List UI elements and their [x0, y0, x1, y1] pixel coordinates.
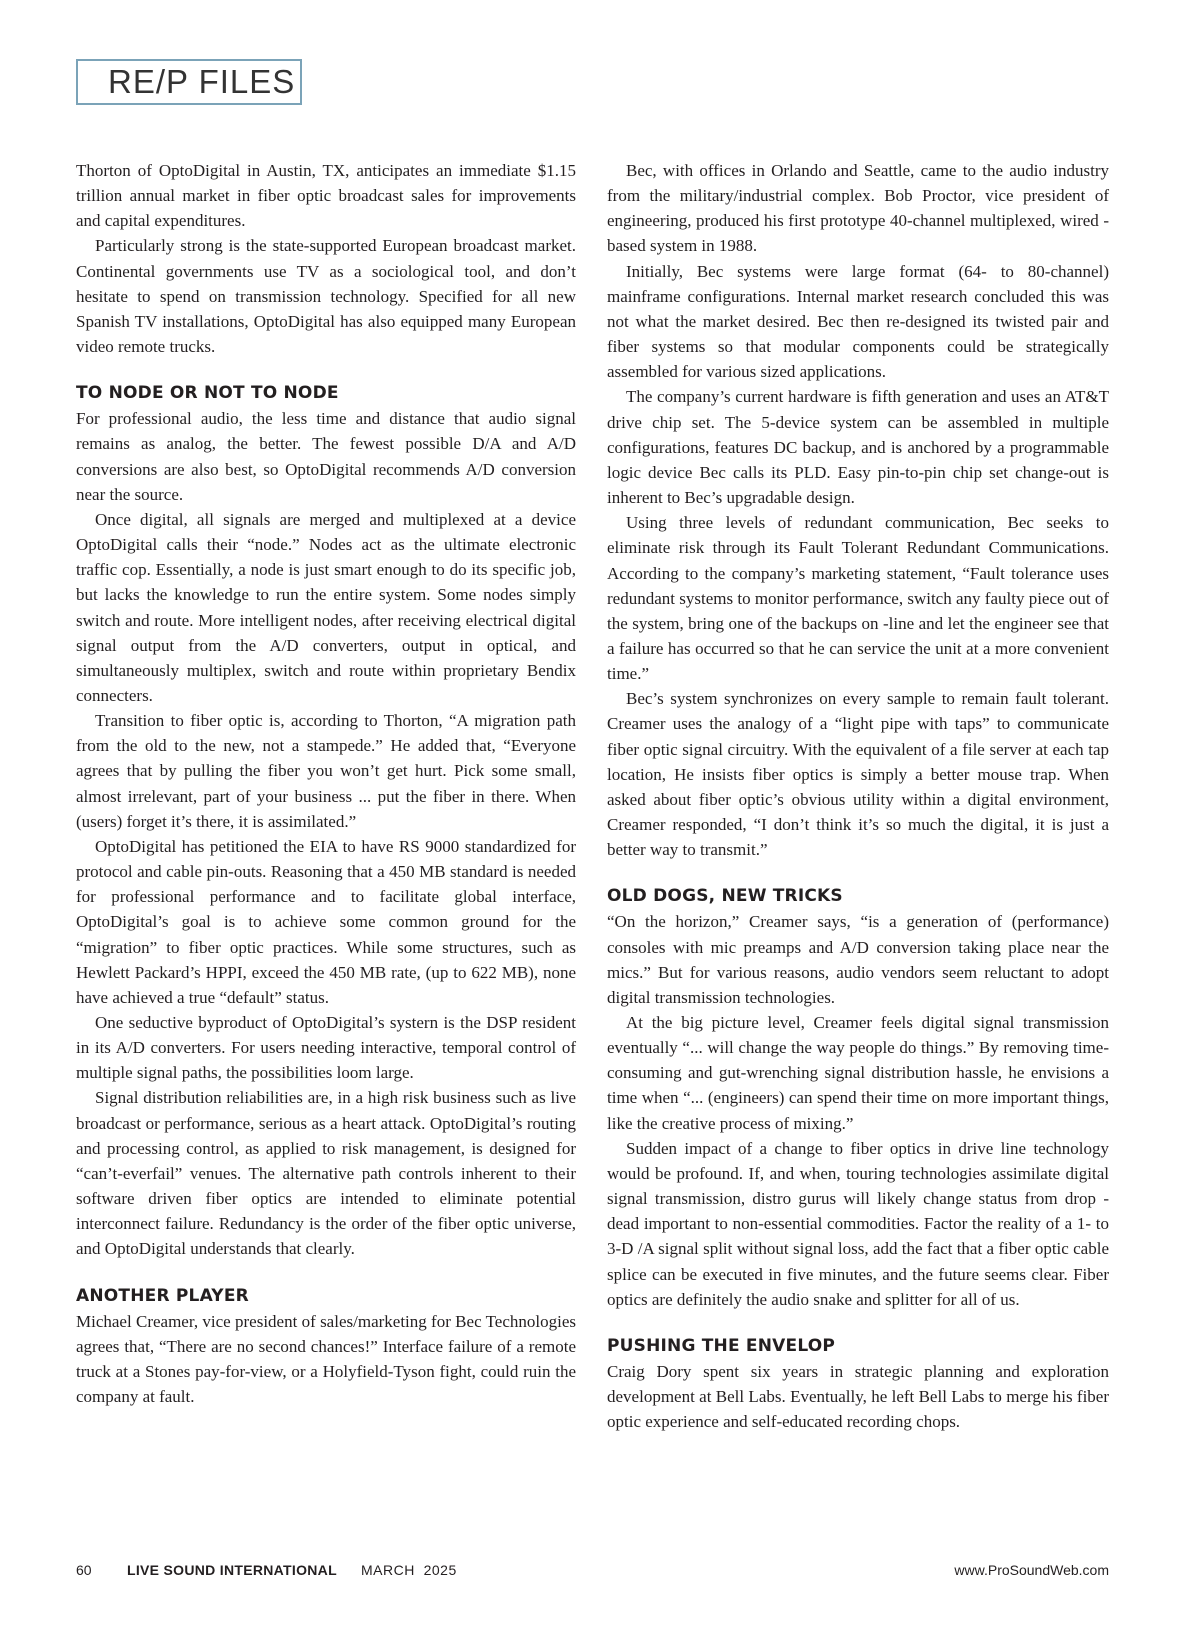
body-paragraph: One seductive byproduct of OptoDigital’s systern is the DSP resident in its A/D converters. For users needing interactive, temporal control of multiple signal paths, the possibilities loom large. — [76, 1013, 576, 1083]
body-paragraph: Transition to fiber optic is, according to Thorton, “A migration path from the old to the new, not a stampede.” He added that, “Everyone agrees that by pulling the fiber you won’t get hurt. Pick some small, almost irrelevant, part of your business ... put the fiber in there. When (users) forget it’s there, it is assimilated.” — [76, 711, 576, 831]
body-paragraph: At the big picture level, Creamer feels digital signal transmission eventually “... will change the way people do things.” By removing time-consuming and gut-wrenching signal distribution hassle, he envisions a time when “... (engineers) can spend their time on more important things, like the creative process of mixing.” — [607, 1013, 1109, 1133]
issue-date: MARCH 2025 — [361, 1562, 457, 1578]
body-paragraph: Particularly strong is the state-supported European broadcast market. Continental governments use TV as a sociological tool, and don’t hesitate to spend on transmission technology. Specified for all new Spanish TV installations, OptoDigital has also equipped many European video remote trucks. — [76, 236, 576, 357]
section-heading: TO NODE OR NOT TO NODE — [76, 383, 339, 404]
right-column — [607, 158, 1109, 1434]
section-heading: PUSHING THE ENVELOP — [607, 1335, 836, 1356]
body-paragraph: Bec’s system synchronizes on every sample to remain fault tolerant. Creamer uses the analogy of a “light pipe with taps” to communicate fiber optic signal circuitry. With the equivalent of a file server at each tap location, He insists fiber optics is simply a better mouse trap. When asked about fiber optic’s obvious utility within a digital environment, Creamer responded, “I don’t think it’s so much the digital, it is just a better way to transmit.” — [607, 689, 1109, 860]
page-footer — [76, 1562, 1109, 1584]
body-paragraph: “On the horizon,” Creamer says, “is a generation of (performance) consoles with mic preamps and A/D conversion taking place near the mics.” But for various reasons, audio vendors seem reluctant to adopt digital transmission technologies. — [607, 912, 1109, 1007]
body-paragraph: Bec, with offices in Orlando and Seattle, came to the audio industry from the military/industrial complex. Bob Proctor, vice president of engineering, produced his first prototype 40-channel multiplexed, wired -based system in 1988. — [607, 161, 1109, 256]
body-paragraph: Craig Dory spent six years in strategic planning and exploration development at Bell Labs. Eventually, he left Bell Labs to merge his fiber optic experience and self-educated recording chops. — [607, 1361, 1109, 1432]
section-tag: RE/P FILES — [76, 59, 302, 105]
body-paragraph: Using three levels of redundant communication, Bec seeks to eliminate risk through its Fault Tolerant Redundant Communications. According to the company’s marketing statement, “Fault tolerance uses redundant systems to monitor performance, switch any faulty piece out of the system, bring one of the backups on -line and let the engineer see that a failure has occurred so that he can service the unit at a more convenient time.” — [607, 513, 1109, 684]
magazine-name: LIVE SOUND INTERNATIONAL — [127, 1562, 337, 1578]
body-paragraph: Sudden impact of a change to fiber optics in drive line technology would be profound. If, and when, touring technologies assimilate digital signal transmission, distro gurus will likely change status from drop -dead important to non-essential commodities. Factor the reality of a 1- to 3-D /A signal split without signal loss, add the fact that a fiber optic cable splice can be executed in five minutes, and the future seems clear. Fiber optics are definitely the audio snake and splitter for all of us. — [607, 1138, 1109, 1309]
section-heading: ANOTHER PLAYER — [76, 1285, 249, 1306]
body-paragraph: OptoDigital has petitioned the EIA to have RS 9000 standardized for protocol and cable pin-outs. Reasoning that a 450 MB standard is needed for professional performance and to facilitate global interface, OptoDigital’s goal is to achieve some common ground for the “migration” to fiber optic practices. While some structures, such as Hewlett Packard’s HPPI, exceed the 450 MB rate, (up to 622 MB), none have achieved a true “default” status. — [76, 836, 576, 1007]
body-paragraph: The company’s current hardware is fifth generation and uses an AT&T drive chip set. The 5-device system can be assembled in multiple configurations, features DC backup, and is anchored by a programmable logic device Bec calls its PLD. Easy pin-to-pin chip set change-out is inherent to Bec’s upgradable design. — [607, 387, 1109, 508]
body-paragraph: Michael Creamer, vice president of sales/marketing for Bec Technologies agrees that, “There are no second chances!” Interface failure of a remote truck at a Stones pay-for-view, or a Holyfield-Tyson fight, could ruin the company at fault. — [76, 1311, 576, 1407]
body-paragraph: Initially, Bec systems were large format (64- to 80-channel) mainframe configurations. Internal market research concluded this was not what the market desired. Bec then re-designed its twisted pair and fiber systems so that modular components could be strategically assembled for various sized applications. — [607, 261, 1109, 382]
left-column — [76, 158, 576, 1409]
body-paragraph: Once digital, all signals are merged and multiplexed at a device OptoDigital calls their “node.” Nodes act as the ultimate electronic traffic cop. Essentially, a node is just smart enough to do its specific job, but lacks the knowledge to run the entire system. Some nodes simply switch and route. More intelligent nodes, after receiving electrical digital signal output from the A/D converters, output in optical, and simultaneously multiplex, switch and route within proprietary Bendix connecters. — [76, 509, 576, 705]
page-number: 60 — [76, 1562, 92, 1578]
section-heading: OLD DOGS, NEW TRICKS — [607, 886, 843, 907]
body-paragraph: Thorton of OptoDigital in Austin, TX, anticipates an immediate $1.15 trillion annual market in fiber optic broadcast sales for improvements and capital expenditures. — [76, 161, 576, 231]
body-paragraph: For professional audio, the less time and distance that audio signal remains as analog, the better. The fewest possible D/A and A/D conversions are also best, so OptoDigital recommends A/D conversion near the source. — [76, 409, 576, 504]
body-paragraph: Signal distribution reliabilities are, in a high risk business such as live broadcast or performance, serious as a heart attack. OptoDigital’s routing and processing control, as applied to risk management, is designed for “can’t-everfail” venues. The alternative path controls inherent to their software driven fiber optics are intended to eliminate potential interconnect failure. Redundancy is the order of the fiber optic universe, and OptoDigital understands that clearly. — [76, 1088, 576, 1259]
website-link[interactable]: www.ProSoundWeb.com — [954, 1562, 1109, 1578]
